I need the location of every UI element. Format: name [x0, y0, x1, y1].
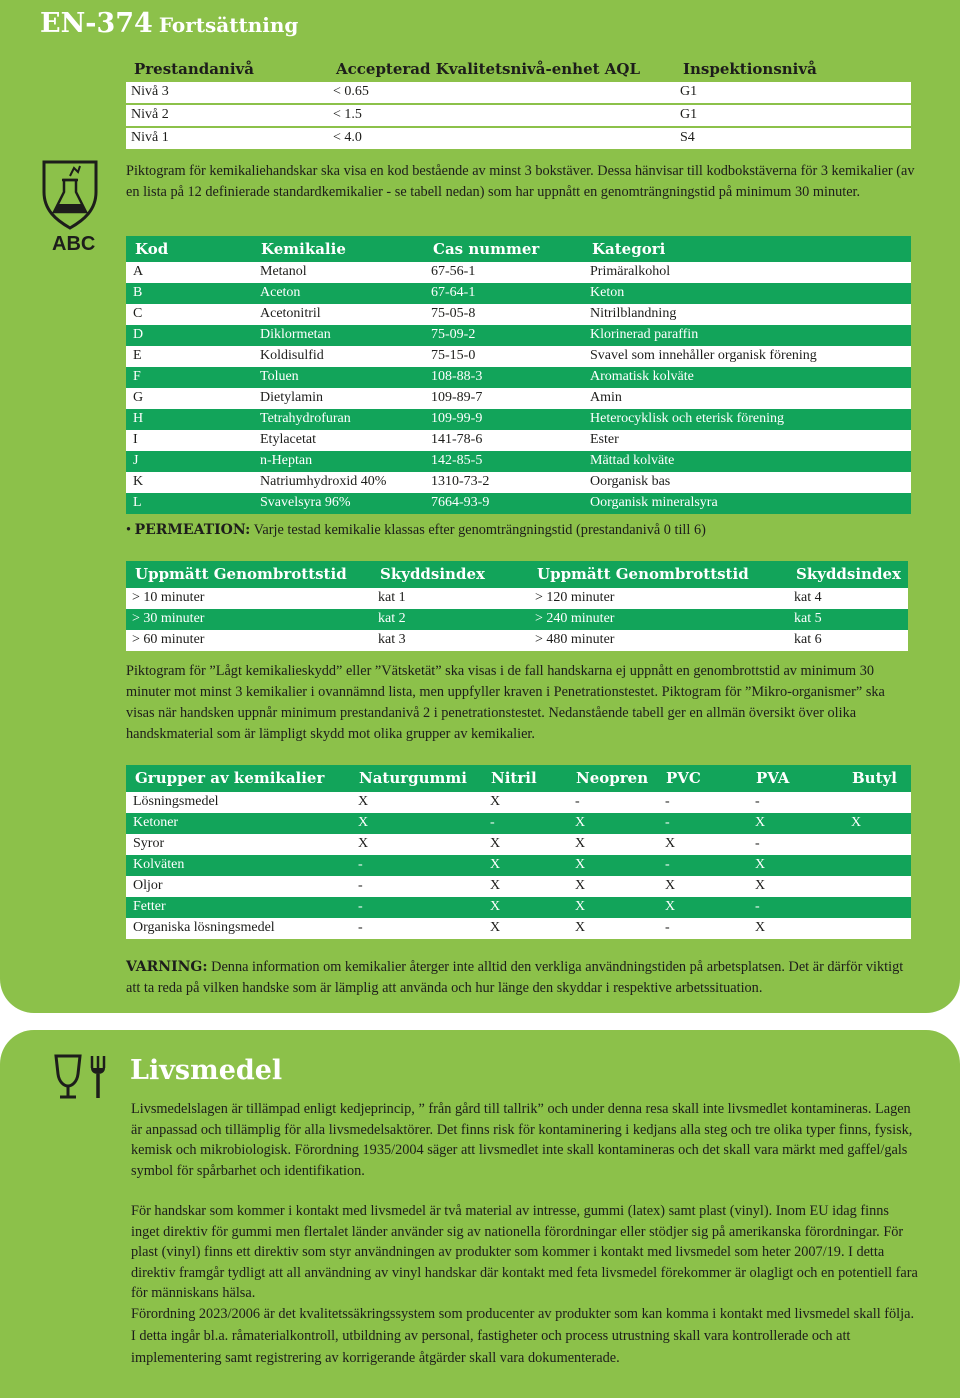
groups-header-cell: PVC	[666, 769, 701, 787]
warning-label: VARNING:	[126, 959, 208, 975]
chemical-cell: L	[133, 495, 142, 510]
breakthrough-cell: > 10 minuter	[132, 590, 205, 605]
groups-header-cell: Nitril	[491, 769, 537, 787]
permeation-text: Varje testad kemikalie klassas efter genomträngningstid (prestandanivå 0 till 6)	[253, 522, 706, 538]
chemical-cell: A	[133, 264, 144, 279]
groups-cell: Kolväten	[133, 857, 185, 872]
chemical-cell: 109-89-7	[431, 390, 483, 405]
groups-row	[126, 897, 911, 918]
breakthrough-header-cell: Uppmätt Genombrottstid	[537, 565, 749, 583]
bullet: •	[126, 522, 132, 538]
groups-cell: -	[665, 815, 670, 830]
chemical-cell: Aceton	[260, 285, 301, 300]
chemical-shield-icon	[40, 158, 100, 235]
chemical-cell: Heterocyklisk och eterisk förening	[590, 411, 784, 426]
breakthrough-table	[126, 561, 908, 651]
breakthrough-header-cell: Uppmätt Genombrottstid	[135, 565, 347, 583]
warning-body: Denna information om kemikalier återger inte alltid den verkliga användningstiden på arbetsplatsen. Det är därför viktigt att ta reda på vilken handske som är lämplig att använda och hur länge den skyddar i respektive arbetssituation.	[126, 959, 904, 996]
chemical-cell: E	[133, 348, 142, 363]
chemical-cell: Diklormetan	[260, 327, 331, 342]
chemical-table	[126, 236, 911, 514]
chemical-header-cell: Kod	[135, 240, 169, 258]
groups-cell: X	[575, 878, 586, 893]
groups-table	[126, 765, 911, 939]
chemical-cell: Aromatisk kolväte	[590, 369, 694, 384]
groups-cell: X	[358, 794, 369, 809]
groups-cell: X	[490, 878, 501, 893]
chemical-row	[126, 493, 911, 514]
breakthrough-row	[126, 588, 908, 609]
groups-cell: X	[575, 815, 586, 830]
breakthrough-row	[126, 630, 908, 651]
chemical-row	[126, 346, 911, 367]
groups-row	[126, 834, 911, 855]
breakthrough-cell: kat 6	[794, 632, 822, 647]
breakthrough-header	[126, 561, 908, 588]
chemical-cell: B	[133, 285, 143, 300]
aql-table	[126, 58, 911, 149]
chemical-cell: K	[133, 474, 144, 489]
groups-row	[126, 918, 911, 939]
aql-row: Nivå 2 < 1.5 G1	[126, 105, 911, 126]
livsmedel-para-2: För handskar som kommer i kontakt med livsmedel är två material av intresse, gummi (latex) samt plast (vinyl). Inom EU idag finns inget direktiv för gummi men flertalet länder använder sig av nationella förordningar eller stödjer sig på amerikanska förordningar. För plast (vinyl) finns ett direktiv som styr användningen av produkter som kommer i kontakt med livsmedel som heter 2007/19. I detta direktiv framgår tydligt att all användning av vinyl handskar där kontakt med feta livsmedel förekommer är olagligt och en potentiell fara för människans hälsa.	[131, 1203, 918, 1301]
groups-header-cell: Naturgummi	[359, 769, 468, 787]
groups-cell: X	[665, 836, 676, 851]
groups-cell: -	[665, 920, 670, 935]
livsmedel-title: Livsmedel	[130, 1055, 283, 1086]
chemical-header-cell: Kemikalie	[261, 240, 346, 258]
breakthrough-cell: kat 2	[378, 611, 406, 626]
chemical-cell: C	[133, 306, 143, 321]
chemical-cell: Oorganisk mineralsyra	[590, 495, 718, 510]
chemical-cell: Ester	[590, 432, 619, 447]
livsmedel-para-1: Livsmedelslagen är tillämpad enligt kedjeprincip, ” från gård till tallrik” och under denna resa skall inte livsmedlet kontamineras. Lagen är anpassad och tillämplig för alla livsmedelsaktörer. Det finns risk för kontaminering i kedjans alla steg och tre olika typer finns, fysisk, kemisk och mikrobiologisk. Förordning 1935/2004 säger att livsmedlet inte skall kontamineras och det skall vara märkt med gaffel/gals symbol för spårbarhet och identifikation.	[131, 1101, 913, 1179]
groups-cell: X	[490, 857, 501, 872]
groups-row	[126, 792, 911, 813]
groups-cell: X	[665, 878, 676, 893]
breakthrough-cell: > 60 minuter	[132, 632, 205, 647]
groups-row	[126, 876, 911, 897]
aql-header	[126, 58, 911, 82]
chemical-cell: n-Heptan	[260, 453, 313, 468]
chemical-header-cell: Cas nummer	[433, 240, 540, 258]
chemical-cell: Toluen	[260, 369, 299, 384]
chemical-row	[126, 430, 911, 451]
chemical-row	[126, 367, 911, 388]
groups-cell: X	[755, 878, 766, 893]
chemical-cell: Nitrilblandning	[590, 306, 677, 321]
groups-cell: X	[755, 815, 766, 830]
groups-cell: X	[575, 899, 586, 914]
breakthrough-cell: > 30 minuter	[132, 611, 205, 626]
pictogram-text-2: Piktogram för ”Lågt kemikalieskydd” eller ”Vätsketät” ska visas i de fall handskarna ej uppnått en genombrottstid av minimum 30 minuter mot minst 3 kemikalier i ovannämnd lista, men uppfyller kraven i Penetrationstestet. Piktogram för ”Mikro-organismer” ska visas när handsken uppnår minimum prestandanivå 2 i penetrationstestet. Nedanstående tabell ger en allmän översikt över olika handskmaterial som är lämpligt skydd mot olika grupper av kemikalier.	[126, 663, 885, 742]
section-title	[40, 8, 298, 39]
breakthrough-row	[126, 609, 908, 630]
groups-row	[126, 855, 911, 876]
chemical-cell: 141-78-6	[431, 432, 483, 447]
groups-cell: X	[755, 857, 766, 872]
chemical-cell: 109-99-9	[431, 411, 483, 426]
chemical-cell: F	[133, 369, 141, 384]
chemical-row	[126, 451, 911, 472]
title-main: EN-374	[40, 8, 153, 39]
groups-cell: X	[755, 920, 766, 935]
breakthrough-cell: > 480 minuter	[535, 632, 615, 647]
groups-cell: -	[358, 878, 363, 893]
chemical-cell: Natriumhydroxid 40%	[260, 474, 387, 489]
groups-cell: -	[755, 899, 760, 914]
chemical-row	[126, 283, 911, 304]
groups-cell: X	[575, 836, 586, 851]
chemical-cell: Amin	[590, 390, 622, 405]
chemical-cell: I	[133, 432, 138, 447]
warning-text	[126, 957, 916, 999]
chemical-cell: Oorganisk bas	[590, 474, 671, 489]
breakthrough-cell: kat 5	[794, 611, 822, 626]
chemical-cell: 7664-93-9	[431, 495, 490, 510]
chemical-header-cell: Kategori	[592, 240, 666, 258]
chemical-cell: Koldisulfid	[260, 348, 324, 363]
chemical-cell: Keton	[590, 285, 625, 300]
aql-row: Nivå 1 < 4.0 S4	[126, 128, 911, 149]
groups-cell: Lösningsmedel	[133, 794, 219, 809]
chemical-cell: 142-85-5	[431, 453, 483, 468]
groups-cell: Fetter	[133, 899, 166, 914]
groups-cell: -	[490, 815, 495, 830]
chemical-row	[126, 304, 911, 325]
chemical-cell: D	[133, 327, 144, 342]
groups-cell: X	[490, 920, 501, 935]
chemical-cell: Klorinerad paraffin	[590, 327, 699, 342]
chemical-row	[126, 388, 911, 409]
chemical-cell: 75-05-8	[431, 306, 476, 321]
chemical-row	[126, 409, 911, 430]
breakthrough-cell: > 240 minuter	[535, 611, 615, 626]
groups-cell: Organiska lösningsmedel	[133, 920, 275, 935]
groups-cell: Syror	[133, 836, 165, 851]
permeation-label: PERMEATION:	[134, 522, 251, 538]
chemical-cell: 67-64-1	[431, 285, 476, 300]
chemical-row	[126, 325, 911, 346]
groups-cell: Ketoner	[133, 815, 179, 830]
breakthrough-cell: kat 4	[794, 590, 822, 605]
groups-cell: -	[358, 899, 363, 914]
chemical-cell: Primäralkohol	[590, 264, 671, 279]
chemical-cell: Svavel som innehåller organisk förening	[590, 348, 817, 363]
chemical-cell: H	[133, 411, 144, 426]
groups-cell: -	[665, 794, 670, 809]
livsmedel-para-3: Förordning 2023/2006 är det kvalitetssäkringssystem som producenter av produkter som kan komma i kontakt med livsmedel skall följa. I detta ingår bl.a. råmaterialkontroll, utbildning av personal, fastigheter och process utrustning skall vara kontrollerade och att implementering samt registrering av korrigerande åtgärder skall vara dokumenterade.	[131, 1306, 915, 1366]
permeation-line	[126, 520, 916, 541]
chemical-cell: Tetrahydrofuran	[260, 411, 351, 426]
chemical-cell: J	[133, 453, 139, 468]
groups-header	[126, 765, 911, 792]
groups-cell: -	[575, 794, 580, 809]
chemical-cell: Dietylamin	[260, 390, 323, 405]
title-sub: Fortsättning	[158, 13, 299, 37]
aql-header-cell: Accepterad Kvalitetsnivå-enhet AQL	[336, 60, 641, 78]
chemical-cell: 75-15-0	[431, 348, 476, 363]
groups-cell: X	[851, 815, 862, 830]
chemical-cell: Acetonitril	[260, 306, 321, 321]
glass-fork-icon	[50, 1052, 116, 1105]
groups-cell: -	[358, 857, 363, 872]
groups-cell: -	[755, 836, 760, 851]
groups-cell: X	[358, 836, 369, 851]
pictogram-text: Piktogram för kemikaliehandskar ska visa en kod bestående av minst 3 bokstäver. Dessa hänvisar till kodbokstäverna för 3 kemikalier (av en lista på 12 definierade standardkemikalier - se tabell nedan) som har uppnått en genomträngningstid på minimum 30 minuter.	[126, 163, 915, 200]
groups-header-cell: Neopren	[576, 769, 649, 787]
chemical-cell: Metanol	[260, 264, 307, 279]
groups-cell: Oljor	[133, 878, 163, 893]
groups-cell: X	[665, 899, 676, 914]
breakthrough-cell: kat 3	[378, 632, 406, 647]
chemical-cell: Mättad kolväte	[590, 453, 675, 468]
groups-header-cell: Grupper av kemikalier	[135, 769, 325, 787]
breakthrough-cell: > 120 minuter	[535, 590, 615, 605]
aql-row: Nivå 3 < 0.65 G1	[126, 82, 911, 103]
chemical-header	[126, 236, 911, 262]
groups-cell: X	[358, 815, 369, 830]
chemical-row	[126, 262, 911, 283]
groups-cell: X	[490, 899, 501, 914]
breakthrough-cell: kat 1	[378, 590, 406, 605]
chemical-row	[126, 472, 911, 493]
groups-cell: -	[358, 920, 363, 935]
breakthrough-header-cell: Skyddsindex	[380, 565, 485, 583]
groups-cell: X	[575, 920, 586, 935]
chemical-cell: G	[133, 390, 144, 405]
groups-cell: -	[665, 857, 670, 872]
chemical-cell: Etylacetat	[260, 432, 316, 447]
groups-cell: -	[755, 794, 760, 809]
groups-row	[126, 813, 911, 834]
groups-cell: X	[490, 794, 501, 809]
aql-header-cell: Prestandanivå	[134, 60, 254, 78]
chemical-cell: 108-88-3	[431, 369, 483, 384]
chemical-cell: 75-09-2	[431, 327, 476, 342]
breakthrough-header-cell: Skyddsindex	[796, 565, 901, 583]
chemical-cell: 1310-73-2	[431, 474, 490, 489]
chemical-cell: Svavelsyra 96%	[260, 495, 351, 510]
groups-header-cell: Butyl	[852, 769, 897, 787]
groups-header-cell: PVA	[756, 769, 790, 787]
aql-header-cell: Inspektionsnivå	[683, 60, 817, 78]
groups-cell: X	[575, 857, 586, 872]
groups-cell: X	[490, 836, 501, 851]
chemical-cell: 67-56-1	[431, 264, 476, 279]
abc-icon-label: ABC	[52, 233, 96, 255]
